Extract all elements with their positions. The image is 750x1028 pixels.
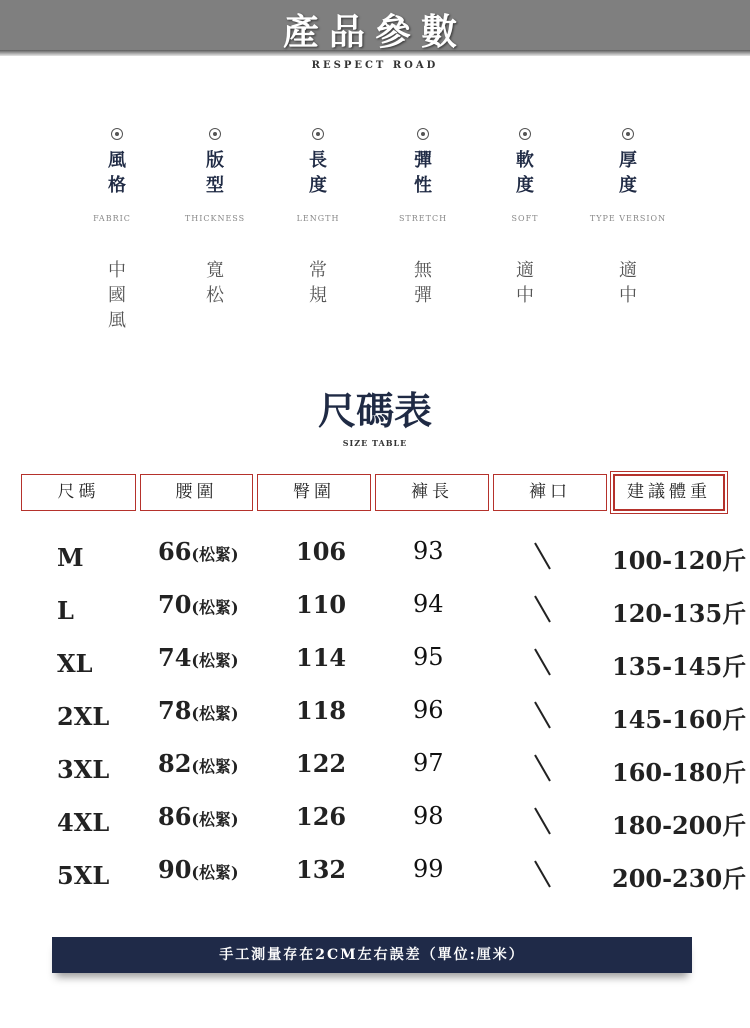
cell-length: 94 <box>413 590 444 618</box>
cell-hip: 106 <box>296 537 347 566</box>
cell-weight: 100-120斤 <box>612 546 747 575</box>
cell-weight: 160-180斤 <box>612 758 747 787</box>
cell-waist: 66(松緊) <box>158 537 239 566</box>
cell-hip: 118 <box>296 696 347 725</box>
cell-size: 2XL <box>57 702 110 731</box>
cell-weight: 135-145斤 <box>612 652 747 681</box>
radio-bullet-icon <box>312 128 324 140</box>
cell-length: 93 <box>413 537 444 565</box>
cell-hip: 122 <box>296 749 347 778</box>
waist-note: (松緊) <box>191 757 239 776</box>
cell-waist: 74(松緊) <box>158 643 239 672</box>
header-waist: 腰圍 <box>140 474 253 511</box>
param-value: 適中 <box>516 260 534 306</box>
param-value: 中國風 <box>108 260 126 331</box>
header-length: 褲長 <box>375 474 489 511</box>
cuff-slash-icon <box>533 701 553 729</box>
page-subtitle: RESPECT ROAD <box>311 60 439 71</box>
cell-weight: 180-200斤 <box>612 811 747 840</box>
cell-weight: 120-135斤 <box>612 599 747 628</box>
cell-hip: 126 <box>296 802 347 831</box>
waist-note: (松緊) <box>191 810 239 829</box>
waist-note: (松緊) <box>191 863 239 882</box>
cuff-slash-icon <box>533 542 553 570</box>
param-value: 無彈 <box>414 260 432 306</box>
cell-hip: 110 <box>296 590 347 619</box>
param-type-version <box>588 128 668 198</box>
cell-waist: 70(松緊) <box>158 590 239 619</box>
page-title: 產品參數 <box>282 11 467 53</box>
param-name: 軟度 <box>516 150 534 196</box>
cell-waist: 86(松緊) <box>158 802 239 831</box>
cuff-slash-icon <box>533 595 553 623</box>
cell-length: 98 <box>413 802 444 830</box>
cell-size: XL <box>57 649 93 678</box>
cell-waist: 90(松緊) <box>158 855 239 884</box>
cell-hip: 114 <box>296 643 347 672</box>
cell-length: 99 <box>413 855 444 883</box>
cell-length: 97 <box>413 749 444 777</box>
waist-note: (松緊) <box>191 598 239 617</box>
param-soft <box>485 128 565 198</box>
size-table-title: 尺碼表 <box>317 388 432 433</box>
param-en-label: LENGTH <box>296 214 340 223</box>
size-table-subtitle: SIZE TABLE <box>342 438 408 448</box>
cell-waist: 78(松緊) <box>158 696 239 725</box>
param-en-label: STRETCH <box>398 214 448 223</box>
header-hip: 臀圍 <box>257 474 371 511</box>
cell-size: 3XL <box>57 755 110 784</box>
param-name: 厚度 <box>619 150 637 196</box>
cuff-slash-icon <box>533 860 553 888</box>
param-thickness <box>175 128 255 198</box>
waist-note: (松緊) <box>191 651 239 670</box>
radio-bullet-icon <box>417 128 429 140</box>
measurement-note: 手工測量存在2CM左右誤差（單位:厘米） <box>52 937 692 973</box>
param-en-label: SOFT <box>511 214 539 223</box>
param-name: 版型 <box>206 150 224 196</box>
param-fabric <box>77 128 157 198</box>
cell-size: 5XL <box>57 861 110 890</box>
param-length <box>278 128 358 198</box>
radio-bullet-icon <box>622 128 634 140</box>
radio-bullet-icon <box>209 128 221 140</box>
param-name: 彈性 <box>414 150 432 196</box>
header-weight: 建議體重 <box>613 474 725 511</box>
param-value: 適中 <box>619 260 637 306</box>
param-value: 常規 <box>309 260 327 306</box>
cell-length: 95 <box>413 643 444 671</box>
waist-note: (松緊) <box>191 704 239 723</box>
cuff-slash-icon <box>533 807 553 835</box>
cuff-slash-icon <box>533 648 553 676</box>
cell-size: M <box>57 543 84 572</box>
param-en-label: FABRIC <box>93 214 131 223</box>
cell-weight: 145-160斤 <box>612 705 747 734</box>
cell-waist: 82(松緊) <box>158 749 239 778</box>
param-name: 長度 <box>309 150 327 196</box>
radio-bullet-icon <box>519 128 531 140</box>
param-value: 寬松 <box>206 260 224 306</box>
param-en-label: TYPE VERSION <box>589 214 667 223</box>
param-stretch <box>383 128 463 198</box>
radio-bullet-icon <box>111 128 123 140</box>
param-name: 風格 <box>108 150 126 196</box>
cell-length: 96 <box>413 696 444 724</box>
header-cuff: 褲口 <box>493 474 607 511</box>
cell-hip: 132 <box>296 855 347 884</box>
cell-size: L <box>57 596 74 625</box>
cell-size: 4XL <box>57 808 110 837</box>
header-size: 尺碼 <box>21 474 136 511</box>
waist-note: (松緊) <box>191 545 239 564</box>
cell-weight: 200-230斤 <box>612 864 747 893</box>
param-en-label: THICKNESS <box>184 214 246 223</box>
cuff-slash-icon <box>533 754 553 782</box>
